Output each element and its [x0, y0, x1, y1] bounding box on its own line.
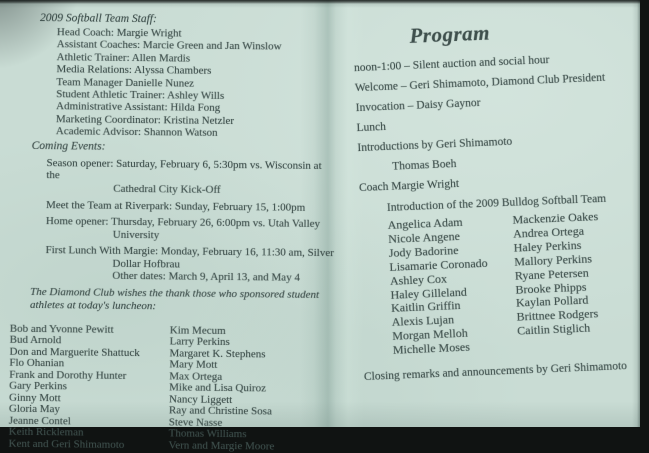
team-name: Ashley Cox	[389, 271, 448, 288]
staff-list	[56, 26, 338, 141]
team-name: Haley Gilleland	[390, 284, 468, 302]
staff-item: Head Coach: Margie Wright	[56, 26, 182, 40]
team-introduction-heading: Introduction of the 2009 Bulldog Softball Team	[386, 192, 607, 214]
team-name: Haley Perkins	[513, 237, 582, 255]
team-name: Jody Badorine	[388, 242, 459, 260]
booklet-page-right	[343, 0, 649, 427]
donor-item: Ray and Christine Sosa	[168, 404, 272, 418]
donor-item: Ginny Mott	[8, 391, 61, 404]
event-line: Cathedral City Kick-Off	[113, 182, 221, 196]
team-name: Angelica Adam	[387, 214, 463, 232]
donor-column-1	[0, 323, 170, 451]
team-name: Michelle Moses	[392, 339, 471, 357]
staff-item: Assistant Coaches: Marcie Green and Jan Winslow	[56, 38, 282, 53]
team-name: Caitlin Stiglich	[516, 320, 591, 338]
donor-item: Kim Mecum	[169, 323, 226, 337]
team-name: Morgan Melloh	[392, 325, 468, 344]
team-name: Lisamarie Coronado	[389, 255, 488, 274]
team-name: Kaitlin Griffin	[390, 298, 461, 316]
closing-remarks-line: Closing remarks and announcements by Geri Shimamoto	[363, 360, 628, 384]
event-line: Meet the Team at Riverpark: Sunday, February 15, 1:00pm	[46, 198, 306, 214]
program-line: Thomas Boeh	[391, 158, 457, 173]
event-line: University	[112, 228, 160, 241]
team-name: Brooke Phipps	[515, 279, 587, 297]
program-line: Lunch	[356, 120, 387, 135]
staff-item: Media Relations: Alyssa Chambers	[56, 63, 212, 78]
donor-item: Nancy Liggett	[168, 392, 233, 406]
donor-item: Margaret K. Stephens	[169, 346, 266, 360]
team-name: Mallory Perkins	[513, 251, 593, 269]
team-name: Ryane Petersen	[514, 265, 589, 283]
team-name: Kaylan Pollard	[515, 293, 589, 311]
staff-item: Athletic Trainer: Allen Mardis	[56, 50, 191, 65]
donor-item: Keith Rickleman	[8, 425, 84, 439]
event-line: Dollar Hofbrau	[112, 257, 181, 271]
staff-item: Marketing Coordinator: Kristina Netzler	[55, 113, 235, 127]
team-name: Mackenzie Oakes	[512, 209, 599, 227]
event-line: Other dates: March 9, April 13, and May 4	[112, 269, 300, 284]
donor-item: Frank and Dorothy Hunter	[9, 368, 127, 382]
program-title: Program	[408, 20, 491, 48]
staff-item: Student Athletic Trainer: Ashley Wills	[56, 88, 225, 102]
donor-item: Mike and Lisa Quiroz	[169, 381, 267, 395]
donor-item: Thomas Williams	[168, 427, 247, 441]
program-line: Invocation – Daisy Gaynor	[355, 96, 481, 115]
event-line: Home opener: Thursday, February 26, 6:00pm vs. Utah Valley	[45, 215, 321, 231]
donor-item: Steve Nasse	[168, 415, 223, 429]
team-roster	[352, 208, 646, 359]
event-line: First Lunch With Margie: Monday, February 16, 11:30 am, Silver	[45, 244, 334, 260]
staff-item: Academic Advisor: Shannon Watson	[55, 125, 218, 140]
donor-item: Max Ortega	[169, 369, 223, 383]
event-line: Season opener: Saturday, February 6, 5:30pm vs. Wisconsin at the	[46, 157, 322, 182]
donor-item: Vern and Margie Moore	[168, 438, 275, 452]
donor-item: Kent and Geri Shimamoto	[8, 437, 125, 451]
donor-column-2	[168, 325, 334, 453]
diamond-club-note: The Diamond Club wishes the thank those who sponsored student athletes at today's luncheon:	[29, 286, 320, 313]
events-list	[0, 157, 337, 285]
donor-item: Mary Mott	[169, 358, 218, 371]
team-name: Alexis Lujan	[391, 312, 455, 330]
donor-item: Larry Perkins	[169, 335, 230, 349]
program-line: Coach Margie Wright	[358, 177, 460, 195]
events-heading: Coming Events:	[31, 139, 106, 153]
team-name: Brittnee Rodgers	[516, 306, 599, 324]
donor-item: Gloria May	[8, 402, 61, 416]
donor-item: Don and Marguerite Shattuck	[9, 345, 140, 359]
team-name: Andrea Ortega	[512, 223, 585, 241]
donor-item: Gary Perkins	[9, 379, 67, 393]
donor-item: Bob and Yvonne Pewitt	[9, 322, 114, 336]
program-line: noon-1:00 – Silent auction and social hour	[353, 54, 550, 75]
donor-list	[0, 323, 335, 453]
staff-item: Administrative Assistant: Hilda Fong	[56, 100, 221, 115]
team-column-2	[512, 208, 646, 352]
donor-item: Bud Arnold	[9, 333, 62, 347]
team-name: Nicole Angene	[387, 228, 461, 246]
team-column-1	[387, 214, 518, 358]
program-line: Welcome – Geri Shimamoto, Diamond Club President	[354, 71, 606, 95]
program-line: Introductions by Geri Shimamoto	[357, 135, 513, 155]
donor-item: Flo Ohanian	[9, 356, 65, 370]
donor-item: Jeanne Contel	[8, 414, 71, 427]
staff-heading: 2009 Softball Team Staff:	[39, 12, 157, 26]
program-schedule	[346, 51, 639, 194]
staff-item: Team Manager Danielle Nunez	[56, 75, 195, 90]
